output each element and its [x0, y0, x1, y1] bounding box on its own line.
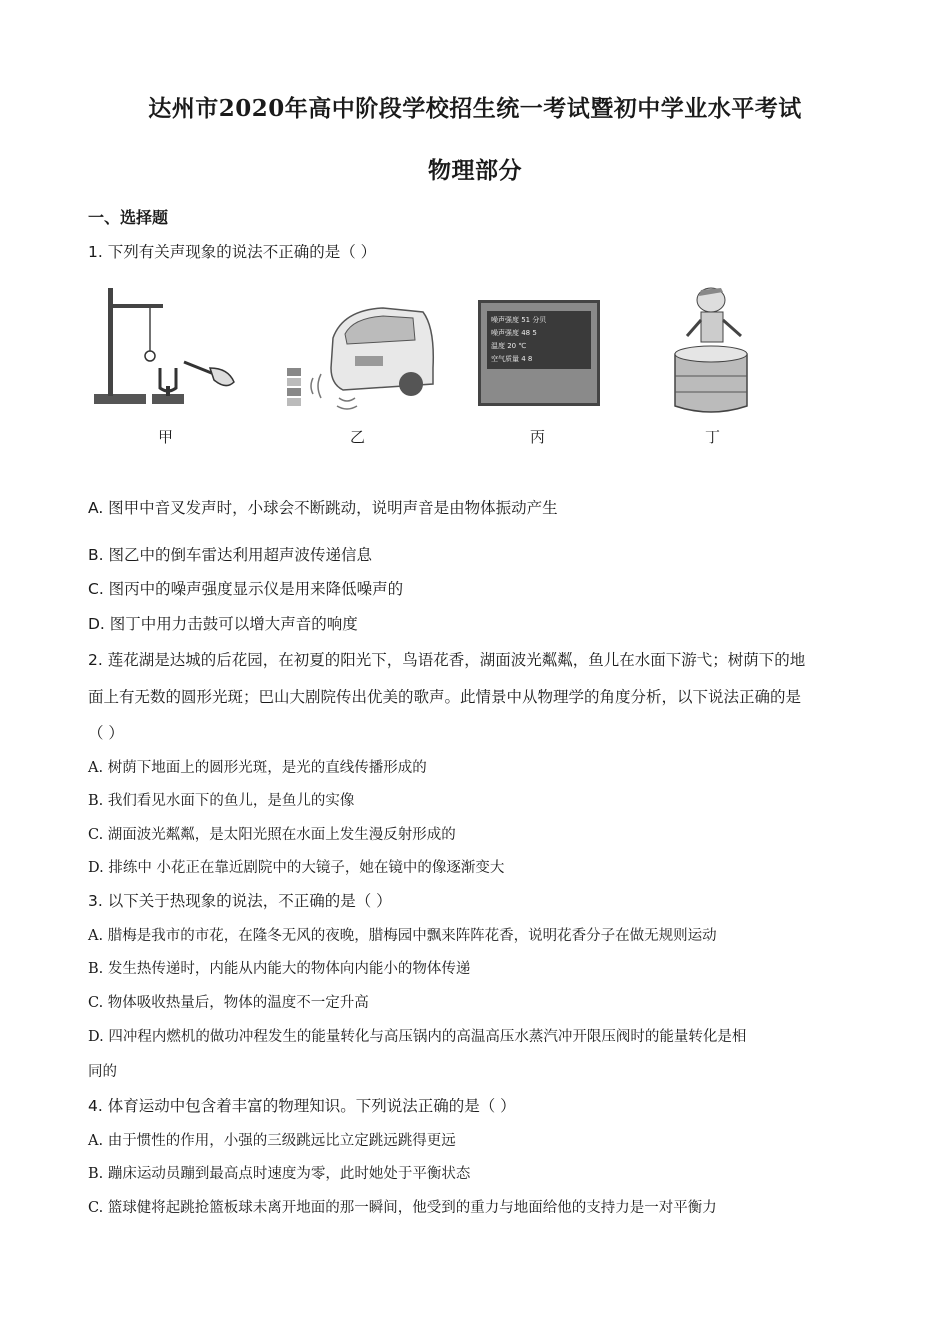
- caption-jia: 甲: [158, 428, 174, 446]
- page-title: 达州市2020年高中阶段学校招生统一考试暨初中学业水平考试: [148, 95, 802, 122]
- caption-yi: 乙: [350, 428, 366, 446]
- figure-bing-noise-display: [478, 300, 600, 406]
- sign-line: 噪声强度 51 分贝: [491, 316, 547, 324]
- q3-option-d: D. 四冲程内燃机的做功冲程发生的能量转化与高压锅内的高温高压水蒸汽冲开限压阀时的能量转化是相: [88, 1029, 747, 1045]
- question-2-stem: 2. 莲花湖是达城的后花园，在初夏的阳光下，鸟语花香，湖面波光粼粼，鱼儿在水面下游弋；树荫下的地: [88, 651, 806, 669]
- q4-option-a: A. 由于惯性的作用，小强的三级跳远比立定跳远跳得更远: [88, 1133, 456, 1149]
- question-3-stem: 3. 以下关于热现象的说法，不正确的是（ ）: [88, 892, 392, 910]
- q1-option-b: B. 图乙中的倒车雷达利用超声波传递信息: [88, 546, 372, 564]
- sign-line: 空气质量 4 8: [491, 355, 533, 363]
- question-1-stem: 1. 下列有关声现象的说法不正确的是（ ）: [88, 243, 377, 261]
- question-2-stem-cont: 面上有无数的圆形光斑；巴山大剧院传出优美的歌声。此情景中从物理学的角度分析，以下说法正确的是: [88, 688, 802, 706]
- q4-option-b: B. 蹦床运动员蹦到最高点时速度为零，此时她处于平衡状态: [88, 1166, 471, 1182]
- section-heading: 一、选择题: [88, 208, 169, 227]
- q1-option-d: D. 图丁中用力击鼓可以增大声音的响度: [88, 615, 358, 633]
- page-subtitle: 物理部分: [428, 157, 522, 184]
- q3-option-a: A. 腊梅是我市的市花，在隆冬无风的夜晚，腊梅园中飘来阵阵花香，说明花香分子在做无规则运动: [88, 928, 717, 944]
- figure-ding-drum: [663, 280, 763, 420]
- q3-option-b: B. 发生热传递时，内能从内能大的物体向内能小的物体传递: [88, 961, 471, 977]
- q2-option-a: A. 树荫下地面上的圆形光斑，是光的直线传播形成的: [88, 760, 427, 776]
- figure-yi-car-radar: [283, 298, 443, 418]
- question-1-figures: [88, 280, 768, 450]
- q2-option-c: C. 湖面波光粼粼，是太阳光照在水面上发生漫反射形成的: [88, 827, 456, 843]
- q2-option-b: B. 我们看见水面下的鱼儿，是鱼儿的实像: [88, 793, 355, 809]
- q4-option-c: C. 篮球健将起跳抢篮板球未离开地面的那一瞬间，他受到的重力与地面给他的支持力是一对平衡力: [88, 1200, 717, 1216]
- q1-option-c: C. 图丙中的噪声强度显示仪是用来降低噪声的: [88, 580, 404, 598]
- figure-jia-tuning-fork: [88, 282, 243, 412]
- question-4-stem: 4. 体育运动中包含着丰富的物理知识。下列说法正确的是（ ）: [88, 1097, 516, 1115]
- question-2-stem-cont: （ ）: [88, 724, 124, 742]
- q3-option-d-cont: 同的: [88, 1064, 117, 1080]
- q2-option-d: D. 排练中 小花正在靠近剧院中的大镜子，她在镜中的像逐渐变大: [88, 860, 505, 876]
- q1-option-a: A. 图甲中音叉发声时，小球会不断跳动，说明声音是由物体振动产生: [88, 499, 558, 517]
- sign-line: 噪声强度 48 5: [491, 329, 537, 337]
- caption-ding: 丁: [705, 428, 721, 446]
- q3-option-c: C. 物体吸收热量后，物体的温度不一定升高: [88, 995, 369, 1011]
- caption-bing: 丙: [530, 428, 546, 446]
- sign-line: 温度 20 ℃: [491, 342, 527, 350]
